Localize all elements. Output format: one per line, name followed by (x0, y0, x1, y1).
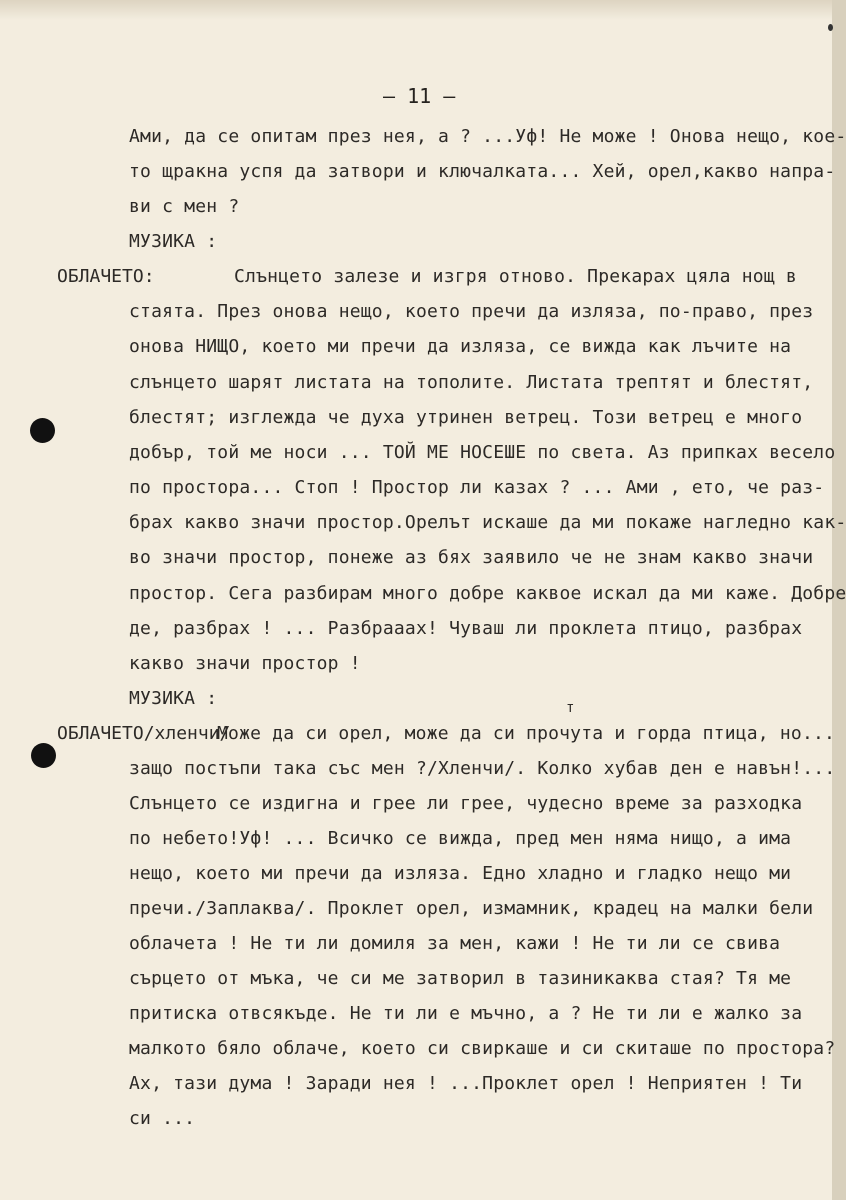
text-line: пречи./Заплаква/. Проклет орел, измамник, крадец на малки бели (129, 898, 814, 919)
text-line: брах какво значи простор.Орелът искаше да ми покаже нагледно как- (129, 512, 846, 533)
text-line: малкото бяло облаче, което си свиркаше и си скиташе по простора? (129, 1038, 836, 1059)
text-line: по простора... Стоп ! Простор ли казах ? ... Ами , ето, че раз- (129, 477, 825, 498)
binder-hole (30, 418, 55, 443)
text-line: простор. Сега разбирам много добре каквое искал да ми каже. Добре (129, 583, 846, 604)
text-line: защо постъпи така със мен ?/Хленчи/. Колко хубав ден е навън!... (129, 758, 836, 779)
binder-hole (31, 743, 56, 768)
stage-direction: МУЗИКА : (129, 688, 218, 709)
text-line: Може да си орел, може да си прочута и горда птица, но... (217, 723, 836, 744)
text-line: блестят; изглежда че духа утринен ветрец. Този ветрец е много (129, 407, 803, 428)
text-line: притиска отвсякъде. Не ти ли е мъчно, а ? Не ти ли е жалко за (129, 1003, 803, 1024)
text-line: стаята. През онова нещо, което пречи да изляза, по-право, през (129, 301, 814, 322)
text-line: де, разбрах ! ... Разбрааах! Чуваш ли проклета птицо, разбрах (129, 618, 803, 639)
text-line: онова НИЩО, което ми пречи да изляза, се вижда как лъчите на (129, 336, 792, 357)
stage-direction: МУЗИКА : (129, 231, 218, 252)
text-line: во значи простор, понеже аз бях заявило че не знам какво значи (129, 547, 814, 568)
speaker-label: ОБЛАЧЕТО/хленчи/ (57, 723, 231, 744)
speaker-label: ОБЛАЧЕТО: (57, 266, 155, 287)
text-line: Слънцето залезе и изгря отново. Прекарах цяла нощ в (234, 266, 797, 287)
text-line: слънцето шарят листата на тополите. Листата трептят и блестят, (129, 372, 814, 393)
paper-speck (828, 24, 833, 31)
text-line: сърцето от мъка, че си ме затворил в тазиникаква стая? Тя ме (129, 968, 792, 989)
text-line: си ... (129, 1108, 196, 1129)
handwritten-correction: т (566, 700, 575, 716)
page-number: — 11 — (383, 84, 456, 108)
text-line: нещо, което ми пречи да изляза. Едно хладно и гладко нещо ми (129, 863, 792, 884)
text-line: Слънцето се издигна и грее ли грее, чудесно време за разходка (129, 793, 803, 814)
text-line: ви с мен ? (129, 196, 240, 217)
text-line: то щракна успя да затвори и ключалката... Хей, орел,какво напра- (129, 161, 836, 182)
text-line: добър, той ме носи ... ТОЙ МЕ НОСЕШЕ по света. Аз припках весело (129, 442, 836, 463)
text-line: Ах, тази дума ! Заради нея ! ...Проклет орел ! Неприятен ! Ти (129, 1073, 803, 1094)
text-line: облачета ! Не ти ли домиля за мен, кажи ! Не ти ли се свива (129, 933, 781, 954)
text-line: какво значи простор ! (129, 653, 361, 674)
page-top-shadow (0, 0, 846, 20)
text-line: Ами, да се опитам през нея, а ? ...Уф! Не може ! Онова нещо, кое- (129, 126, 846, 147)
text-line: по небето!Уф! ... Всичко се вижда, пред мен няма нищо, а има (129, 828, 792, 849)
